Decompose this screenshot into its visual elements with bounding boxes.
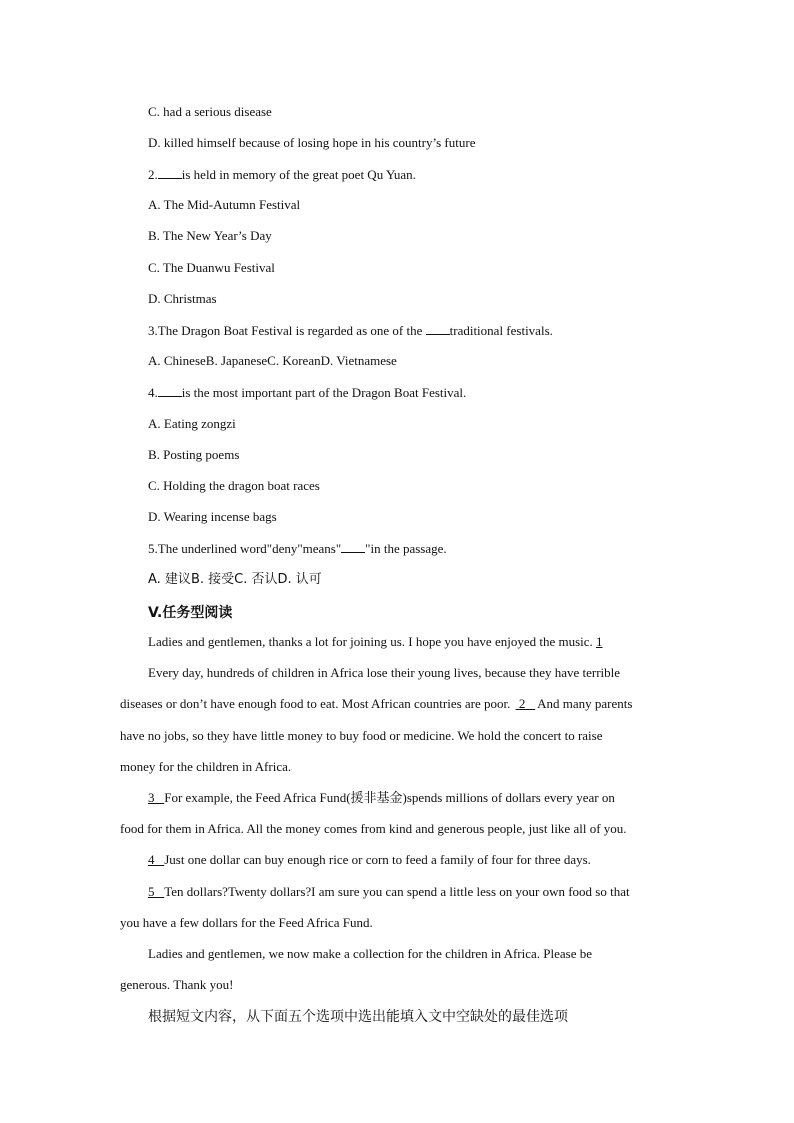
q2-option-d: D. Christmas <box>148 291 217 306</box>
q2-stem <box>148 166 416 183</box>
q5-text-b: "in the passage. <box>365 541 447 556</box>
p1-text: Ladies and gentlemen, thanks a lot for joining us. I hope you have enjoyed the music. <box>148 634 593 649</box>
blank-3-number: 3 <box>148 790 155 805</box>
blank-4-number: 4 <box>148 852 155 867</box>
q4-option-b: B. Posting poems <box>148 447 240 462</box>
p5-text: Ten dollars?Twenty dollars?I am sure you can spend a little less on your own food so that <box>164 884 630 899</box>
q2-text: is held in memory of the great poet Qu Yuan. <box>181 167 416 182</box>
q3-text-b: traditional festivals. <box>449 323 553 338</box>
blank-2 <box>514 696 538 711</box>
passage-p1 <box>148 634 603 650</box>
q2-option-b: B. The New Year’s Day <box>148 228 272 243</box>
q4-number: 4. <box>148 385 158 400</box>
passage-p2-line3: have no jobs, so they have little money to buy food or medicine. We hold the concert to raise <box>120 728 603 743</box>
q3-text-a: 3.The Dragon Boat Festival is regarded as one of the <box>148 323 426 338</box>
q3-stem <box>148 322 553 339</box>
blank-5 <box>148 884 164 899</box>
q3-blank <box>426 322 450 335</box>
q2-blank <box>158 166 182 179</box>
q3-option-a: A. Chinese <box>148 353 206 368</box>
q4-blank <box>158 384 182 397</box>
p3-text: For example, the Feed Africa Fund(援非基金)spends millions of dollars every year on <box>164 790 615 805</box>
section-title: V.任务型阅读 <box>148 605 233 621</box>
q3-options <box>148 353 397 369</box>
q5-blank <box>341 540 365 553</box>
passage-p2-line2 <box>120 696 632 712</box>
passage-p5-line2: you have a few dollars for the Feed Africa Fund. <box>120 915 373 930</box>
q3-option-b: B. Japanese <box>205 353 268 368</box>
p2-text-b: And many parents <box>537 696 633 711</box>
q4-stem <box>148 384 466 401</box>
q4-option-c: C. Holding the dragon boat races <box>148 478 320 493</box>
passage-p3-line2: food for them in Africa. All the money comes from kind and generous people, just like all of you. <box>120 821 627 836</box>
q3-option-c: C. Korean <box>267 353 321 368</box>
blank-3 <box>148 790 164 805</box>
q5-option-d: D. 认可 <box>277 572 322 587</box>
q2-option-c: C. The Duanwu Festival <box>148 260 275 275</box>
blank-2-number: 2 <box>518 696 526 711</box>
q1-option-c: C. had a serious disease <box>148 104 272 119</box>
q2-number: 2. <box>148 167 158 182</box>
passage-p3-line1 <box>148 790 615 806</box>
q5-options <box>148 572 322 588</box>
passage-p6-line1: Ladies and gentlemen, we now make a collection for the children in Africa. Please be <box>148 946 592 961</box>
q4-text: is the most important part of the Dragon Boat Festival. <box>181 385 467 400</box>
blank-4 <box>148 852 164 867</box>
passage-p4-line1 <box>148 852 591 868</box>
blank-5-number: 5 <box>148 884 155 899</box>
q5-text-a: 5.The underlined word"deny"means" <box>148 541 342 556</box>
q2-option-a: A. The Mid-Autumn Festival <box>148 197 301 212</box>
p4-text: Just one dollar can buy enough rice or corn to feed a family of four for three days. <box>164 852 591 867</box>
q4-option-d: D. Wearing incense bags <box>148 509 277 524</box>
q5-option-b: B. 接受 <box>190 572 235 587</box>
q5-option-c: C. 否认 <box>234 572 278 587</box>
passage-p6-line2: generous. Thank you! <box>120 977 234 992</box>
q4-option-a: A. Eating zongzi <box>148 416 236 431</box>
instruction: 根据短文内容，从下面五个选项中选出能填入文中空缺处的最佳选项 <box>148 1009 568 1025</box>
passage-p2-line4: money for the children in Africa. <box>120 759 292 774</box>
q1-option-d: D. killed himself because of losing hope in his country’s future <box>148 135 476 150</box>
q3-option-d: D. Vietnamese <box>320 353 397 368</box>
p2-text-a: diseases or don’t have enough food to eat. Most African countries are poor. <box>120 696 514 711</box>
passage-p5-line1 <box>148 884 630 900</box>
passage-p2-line1: Every day, hundreds of children in Africa lose their young lives, because they have terrible <box>148 665 621 680</box>
q5-option-a: A. 建议 <box>148 572 191 587</box>
blank-1: 1 <box>596 634 603 649</box>
q5-stem <box>148 540 447 557</box>
